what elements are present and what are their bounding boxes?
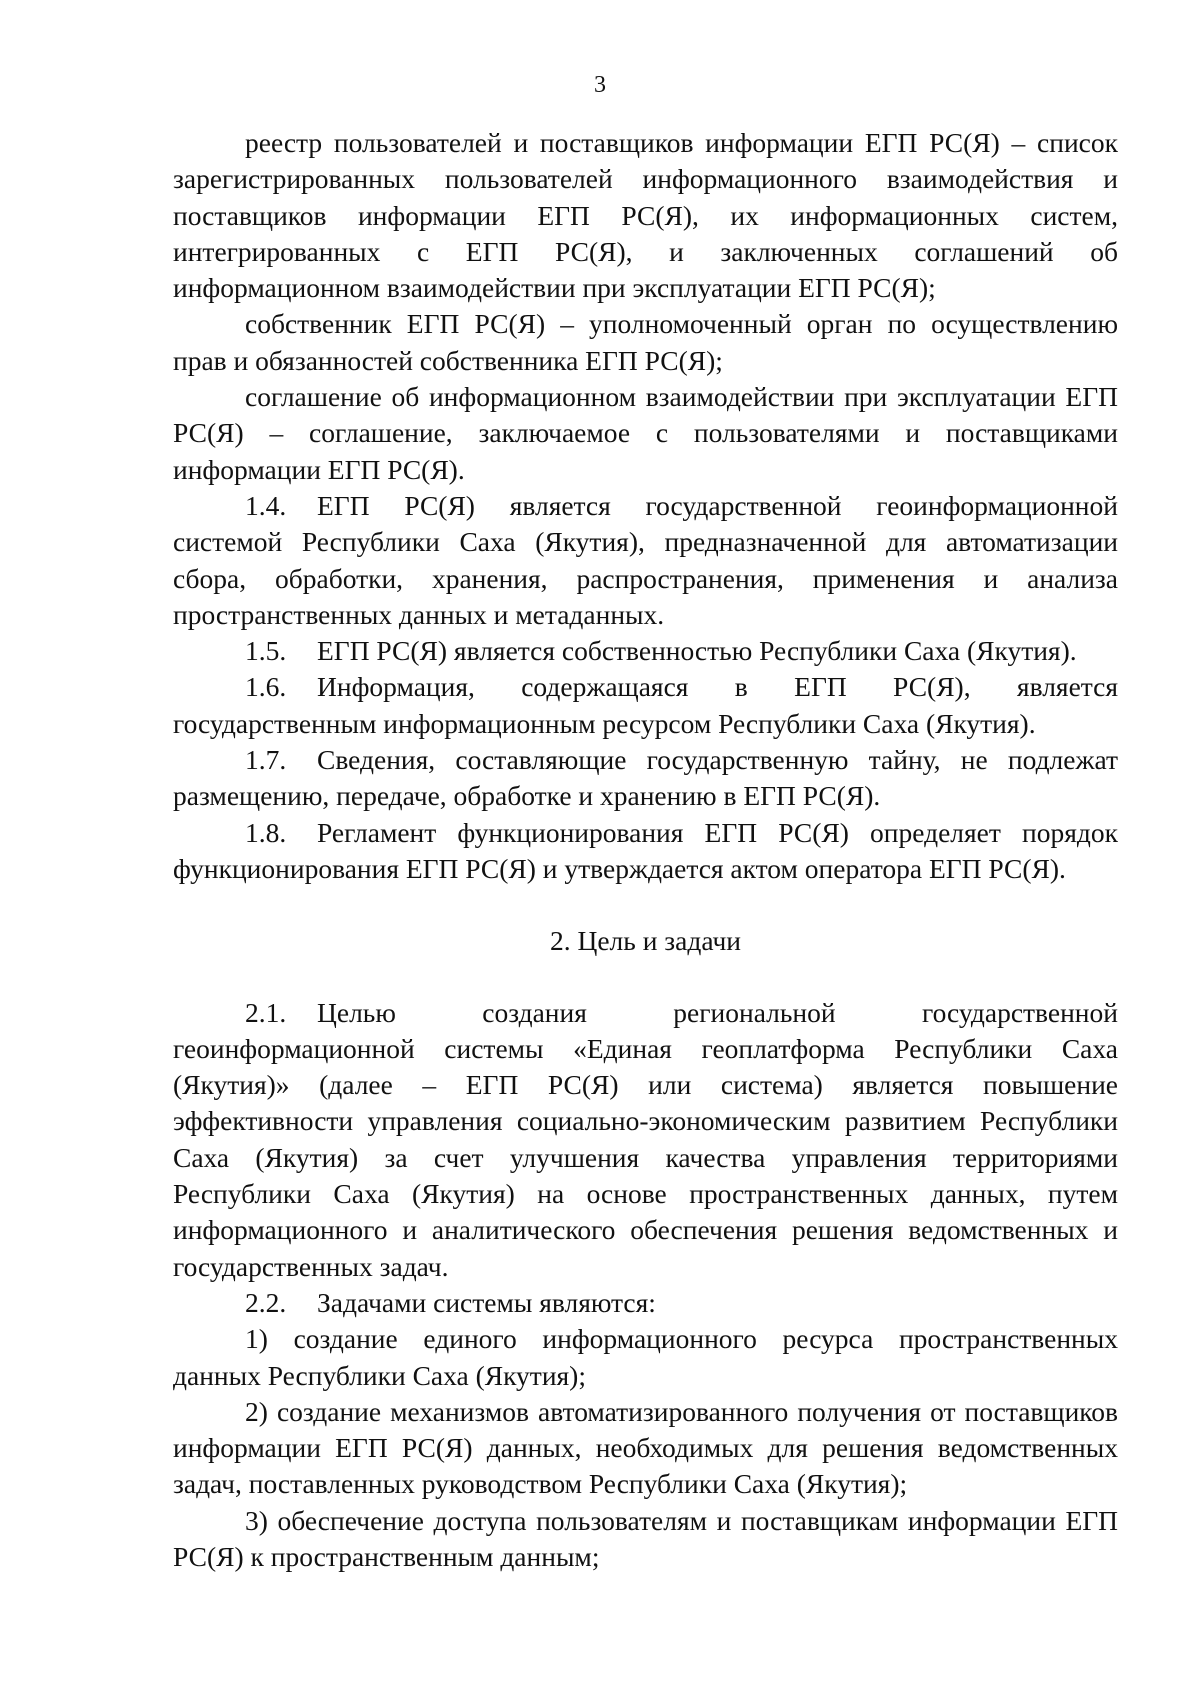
clause-number: 1.4. — [245, 489, 287, 521]
clause-1-7 — [173, 742, 1118, 815]
clause-text: Регламент функционирования ЕГП РС(Я) определяет порядок функционирования ЕГП РС(Я) и утверждается актом оператора ЕГП РС(Я). — [173, 816, 1118, 884]
clause-number: 2.2. — [245, 1286, 287, 1318]
clause-text: Задачами системы являются: — [317, 1286, 656, 1318]
section-heading: 2. Цель и задачи — [549, 925, 741, 957]
document-body — [173, 125, 1118, 1575]
clause-text: Целью создания региональной государственной геоинформационной системы «Единая геоплатформа Республики Саха (Якутия)» (далее – ЕГП РС(Я) или система) является повышение эффективности управления социально-экономическим развитием Республики Саха (Якутия) за счет улучшения качества управления территориями Республики Саха (Якутия) на основе пространственных данных, путем информационного и аналитического обеспечения решения ведомственных и государственных задач. — [173, 996, 1118, 1282]
clause-2-2 — [173, 1285, 1118, 1321]
clause-number: 1.6. — [245, 671, 287, 703]
clause-text: Сведения, составляющие государственную тайну, не подлежат размещению, передаче, обработке и хранению в ЕГП РС(Я). — [173, 744, 1118, 812]
page-number: 3 — [594, 72, 606, 98]
clause-1-4 — [173, 488, 1118, 633]
clause-number: 1.8. — [245, 816, 287, 848]
clause-1-6 — [173, 669, 1118, 742]
clause-text: ЕГП РС(Я) является государственной геоинформационной системой Республики Саха (Якутия), предназначенной для автоматизации сбора, обработки, хранения, распространения, применения и анализа пространственных данных и метаданных. — [173, 489, 1118, 630]
definition-owner: собственник ЕГП РС(Я) – уполномоченный орган по осуществлению прав и обязанностей собственника ЕГП РС(Я); — [173, 308, 1118, 376]
task-item-1: 1) создание единого информационного ресурса пространственных данных Республики Саха (Якутия); — [173, 1323, 1118, 1391]
clause-number: 1.7. — [245, 744, 287, 776]
clause-number: 2.1. — [245, 996, 287, 1028]
clause-1-8 — [173, 815, 1118, 888]
clause-text: Информация, содержащаяся в ЕГП РС(Я), является государственным информационным ресурсом Республики Саха (Якутия). — [173, 671, 1118, 739]
definition-agreement: соглашение об информационном взаимодействии при эксплуатации ЕГП РС(Я) – соглашение, заключаемое с пользователями и поставщиками информации ЕГП РС(Я). — [173, 381, 1118, 485]
clause-text: ЕГП РС(Я) является собственностью Республики Саха (Якутия). — [317, 635, 1077, 667]
task-item-2: 2) создание механизмов автоматизированного получения от поставщиков информации ЕГП РС(Я) данных, необходимых для решения ведомственных задач, поставленных руководством Республики Саха (Якутия); — [173, 1395, 1118, 1500]
clause-2-1 — [173, 995, 1118, 1285]
clause-1-5 — [173, 633, 1118, 669]
task-item-3: 3) обеспечение доступа пользователям и поставщикам информации ЕГП РС(Я) к пространственным данным; — [173, 1504, 1118, 1572]
definition-registry: реестр пользователей и поставщиков информации ЕГП РС(Я) – список зарегистрированных пользователей информационного взаимодействия и поставщиков информации ЕГП РС(Я), их информационных систем, интегрированных с ЕГП РС(Я), и заключенных соглашений об информационном взаимодействии при эксплуатации ЕГП РС(Я); — [173, 127, 1118, 304]
clause-number: 1.5. — [245, 635, 287, 667]
